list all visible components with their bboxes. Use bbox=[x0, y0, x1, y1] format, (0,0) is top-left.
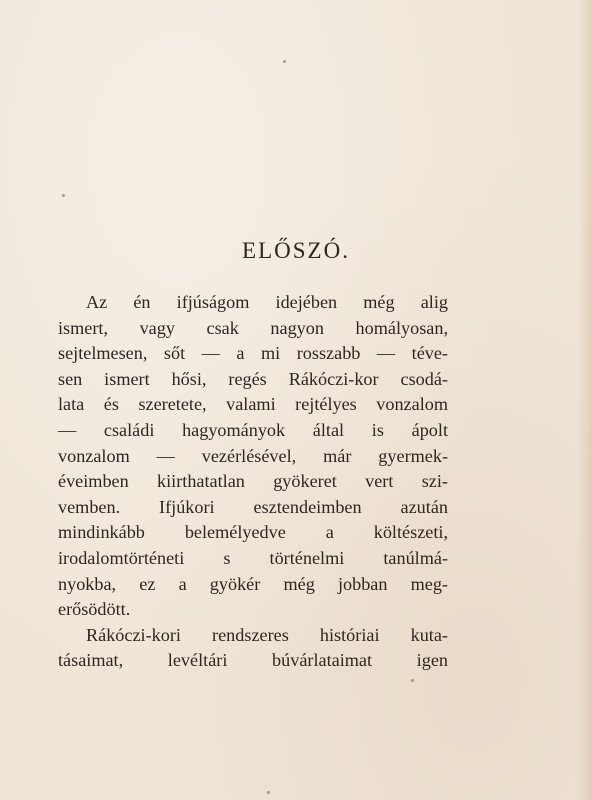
ink-speck bbox=[411, 679, 414, 682]
text-line: Rákóczi-kori rendszeres históriai kuta- bbox=[86, 624, 448, 645]
text-line: erősödött. bbox=[58, 599, 131, 620]
body-text bbox=[58, 290, 448, 674]
text-line: vemben. Ifjúkori esztendeimben azután bbox=[58, 496, 448, 517]
text-line: lata és szeretete, valami rejtélyes vonzalom bbox=[58, 394, 448, 415]
ink-speck bbox=[283, 60, 286, 63]
page-title: ELŐSZÓ. bbox=[242, 238, 350, 263]
text-line: mindinkább belemélyedve a költészeti, bbox=[58, 522, 448, 543]
ink-speck bbox=[267, 791, 270, 794]
ink-speck bbox=[62, 194, 65, 197]
text-line: tásaimat, levéltári búvárlataimat igen bbox=[58, 650, 448, 671]
text-line: — családi hagyományok által is ápolt bbox=[58, 419, 448, 440]
text-line: ismert, vagy csak nagyon homályosan, bbox=[58, 317, 448, 338]
text-line: vonzalom — vezérlésével, már gyermek- bbox=[58, 445, 448, 466]
text-line: Az én ifjúságom idejében még alig bbox=[86, 292, 448, 312]
text-line: sejtelmesen, sőt — a mi rosszabb — téve- bbox=[58, 343, 448, 364]
text-line: éveimben kiirthatatlan gyökeret vert szi- bbox=[58, 471, 448, 492]
page-edge-shadow bbox=[578, 0, 592, 800]
text-line: irodalomtörténeti s történelmi tanúlmá- bbox=[58, 547, 448, 568]
text-line: sen ismert hősi, regés Rákóczi-kor csodá- bbox=[58, 368, 448, 389]
text-line: nyokba, ez a gyökér még jobban meg- bbox=[58, 573, 448, 594]
